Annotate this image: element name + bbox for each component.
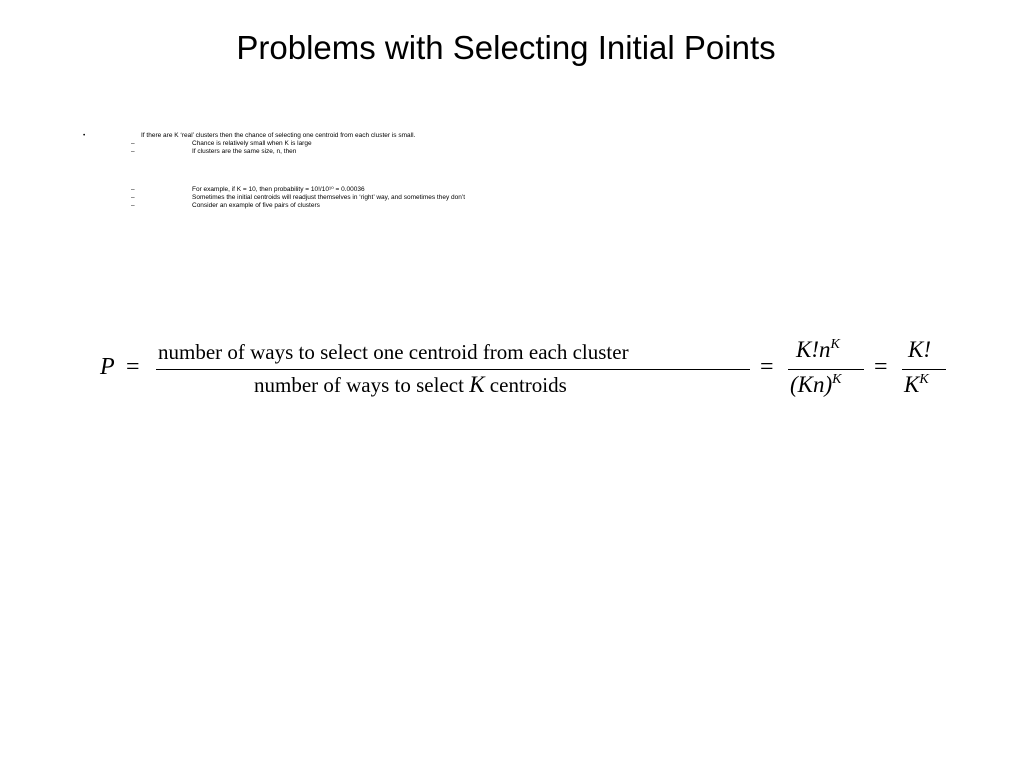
sub-bullet-5: Consider an example of five pairs of clusters	[192, 202, 320, 209]
formula-denominator-text: number of ways to select K centroids	[254, 372, 567, 397]
formula-equals-3: =	[874, 354, 888, 380]
formula-equals: =	[126, 354, 140, 380]
sub-bullet-marker: –	[131, 186, 135, 193]
fraction-bar-2	[788, 369, 864, 370]
probability-formula	[100, 336, 950, 406]
bullet-main: If there are K ‘real’ clusters then the chance of selecting one centroid from each cluster is small.	[141, 132, 416, 139]
sub-bullet-marker: –	[131, 202, 135, 209]
frac3-denominator: $K^K$	[904, 372, 929, 397]
frac2-denominator: $(Kn)^K$	[790, 372, 842, 397]
sub-bullet-2: If clusters are the same size, n, then	[192, 148, 297, 155]
formula-equals-2: =	[760, 354, 774, 380]
bullet-marker: •	[83, 132, 86, 139]
frac2-numerator: $K!n^K$	[796, 337, 840, 362]
sub-bullet-marker: –	[131, 140, 135, 147]
formula-numerator: number of ways to select one centroid from each cluster	[158, 340, 629, 364]
fraction-bar-3	[902, 369, 946, 370]
sub-bullet-4: Sometimes the initial centroids will readjust themselves in ‘right’ way, and sometimes they don’t	[192, 194, 466, 201]
fraction-bar	[156, 369, 750, 370]
formula-lhs: P	[100, 354, 115, 380]
slide-title: Problems with Selecting Initial Points	[236, 29, 776, 66]
sub-bullet-3: For example, if K = 10, then probability = 10!/10¹⁰ = 0.00036	[192, 186, 365, 193]
frac3-numerator: K!	[908, 337, 931, 362]
sub-bullet-marker: –	[131, 148, 135, 155]
sub-bullet-1: Chance is relatively small when K is large	[192, 140, 312, 147]
sub-bullet-marker: –	[131, 194, 135, 201]
